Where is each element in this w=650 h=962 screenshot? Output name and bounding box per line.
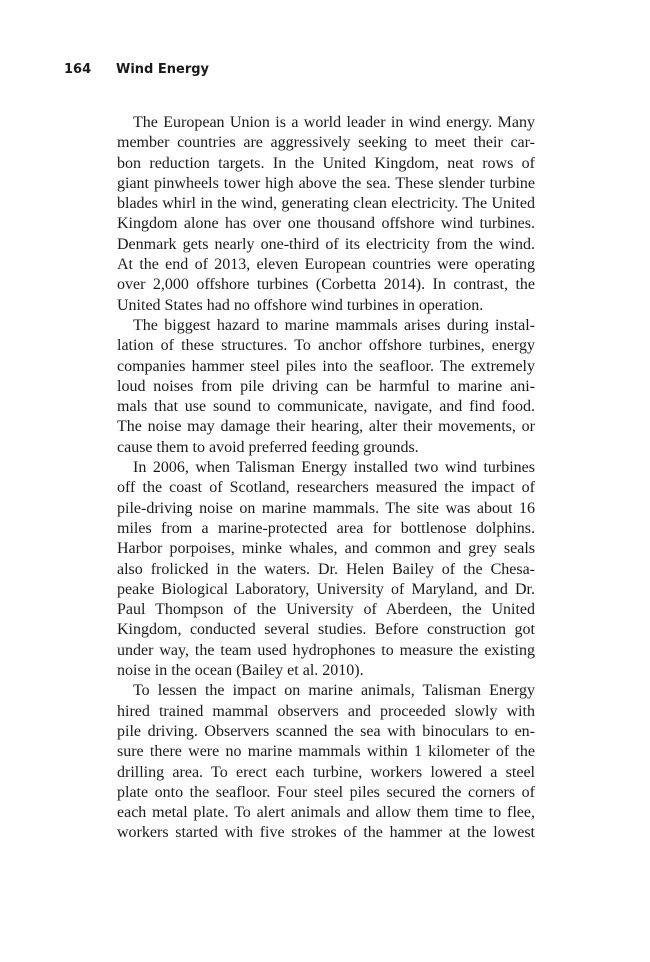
running-title: Wind Energy [116, 62, 210, 77]
text-line: cause them to avoid preferred feeding grounds. [117, 438, 419, 456]
page-number: 164 [64, 62, 92, 77]
paragraph [117, 316, 535, 458]
text-line: The biggest hazard to marine mammals arises during instal- [133, 316, 535, 334]
text-line: To lessen the impact on marine animals, Talisman Energy [133, 682, 535, 700]
text-line: sure there were no marine mammals within 1 kilometer of the [117, 743, 535, 761]
text-line: pile driving. Observers scanned the sea with binoculars to en- [117, 722, 535, 740]
text-line: noise in the ocean (Bailey et al. 2010). [117, 662, 364, 680]
text-line: over 2,000 offshore turbines (Corbetta 2014). In contrast, the [117, 276, 535, 294]
text-line: workers started with five strokes of the hammer at the lowest [117, 824, 535, 842]
text-line: loud noises from pile driving can be harmful to marine ani- [117, 377, 535, 395]
text-line: In 2006, when Talisman Energy installed two wind turbines [133, 459, 535, 477]
paragraph [117, 681, 535, 843]
text-line: Kingdom, conducted several studies. Before construction got [117, 621, 535, 639]
text-line: also frolicked in the waters. Dr. Helen Bailey of the Chesa- [117, 560, 535, 578]
text-line: peake Biological Laboratory, University of Maryland, and Dr. [117, 580, 535, 598]
paragraph [117, 113, 535, 316]
text-line: bon reduction targets. In the United Kingdom, neat rows of [117, 154, 535, 172]
paragraph [117, 458, 535, 681]
text-line: lation of these structures. To anchor offshore turbines, energy [117, 337, 535, 355]
text-line: hired trained mammal observers and proceeded slowly with [117, 702, 535, 720]
text-line: plate onto the seafloor. Four steel piles secured the corners of [117, 783, 535, 801]
running-head [64, 62, 209, 77]
text-line: member countries are aggressively seeking to meet their car- [117, 134, 535, 152]
text-line: Denmark gets nearly one-third of its electricity from the wind. [117, 235, 535, 253]
text-line: Harbor porpoises, minke whales, and common and grey seals [117, 540, 535, 558]
text-line: companies hammer steel piles into the seafloor. The extremely [117, 357, 535, 375]
text-line: each metal plate. To alert animals and allow them time to flee, [117, 804, 535, 822]
text-line: pile-driving noise on marine mammals. The site was about 16 [117, 499, 535, 517]
text-line: At the end of 2013, eleven European countries were operating [117, 256, 535, 274]
text-line: mals that use sound to communicate, navigate, and find food. [117, 398, 535, 416]
text-line: off the coast of Scotland, researchers measured the impact of [117, 479, 535, 497]
text-line: United States had no offshore wind turbines in operation. [117, 296, 484, 314]
text-line: drilling area. To erect each turbine, workers lowered a steel [117, 763, 535, 781]
text-line: miles from a marine-protected area for bottlenose dolphins. [117, 519, 535, 537]
text-line: The noise may damage their hearing, alter their movements, or [117, 418, 535, 436]
text-line: blades whirl in the wind, generating clean electricity. The United [117, 195, 535, 213]
text-line: giant pinwheels tower high above the sea. These slender turbine [117, 174, 535, 192]
text-line: Paul Thompson of the University of Aberdeen, the United [117, 601, 535, 619]
text-line: The European Union is a world leader in wind energy. Many [133, 114, 535, 131]
body-text [117, 113, 535, 844]
text-line: Kingdom alone has over one thousand offshore wind turbines. [117, 215, 535, 233]
text-line: under way, the team used hydrophones to measure the existing [117, 641, 535, 659]
